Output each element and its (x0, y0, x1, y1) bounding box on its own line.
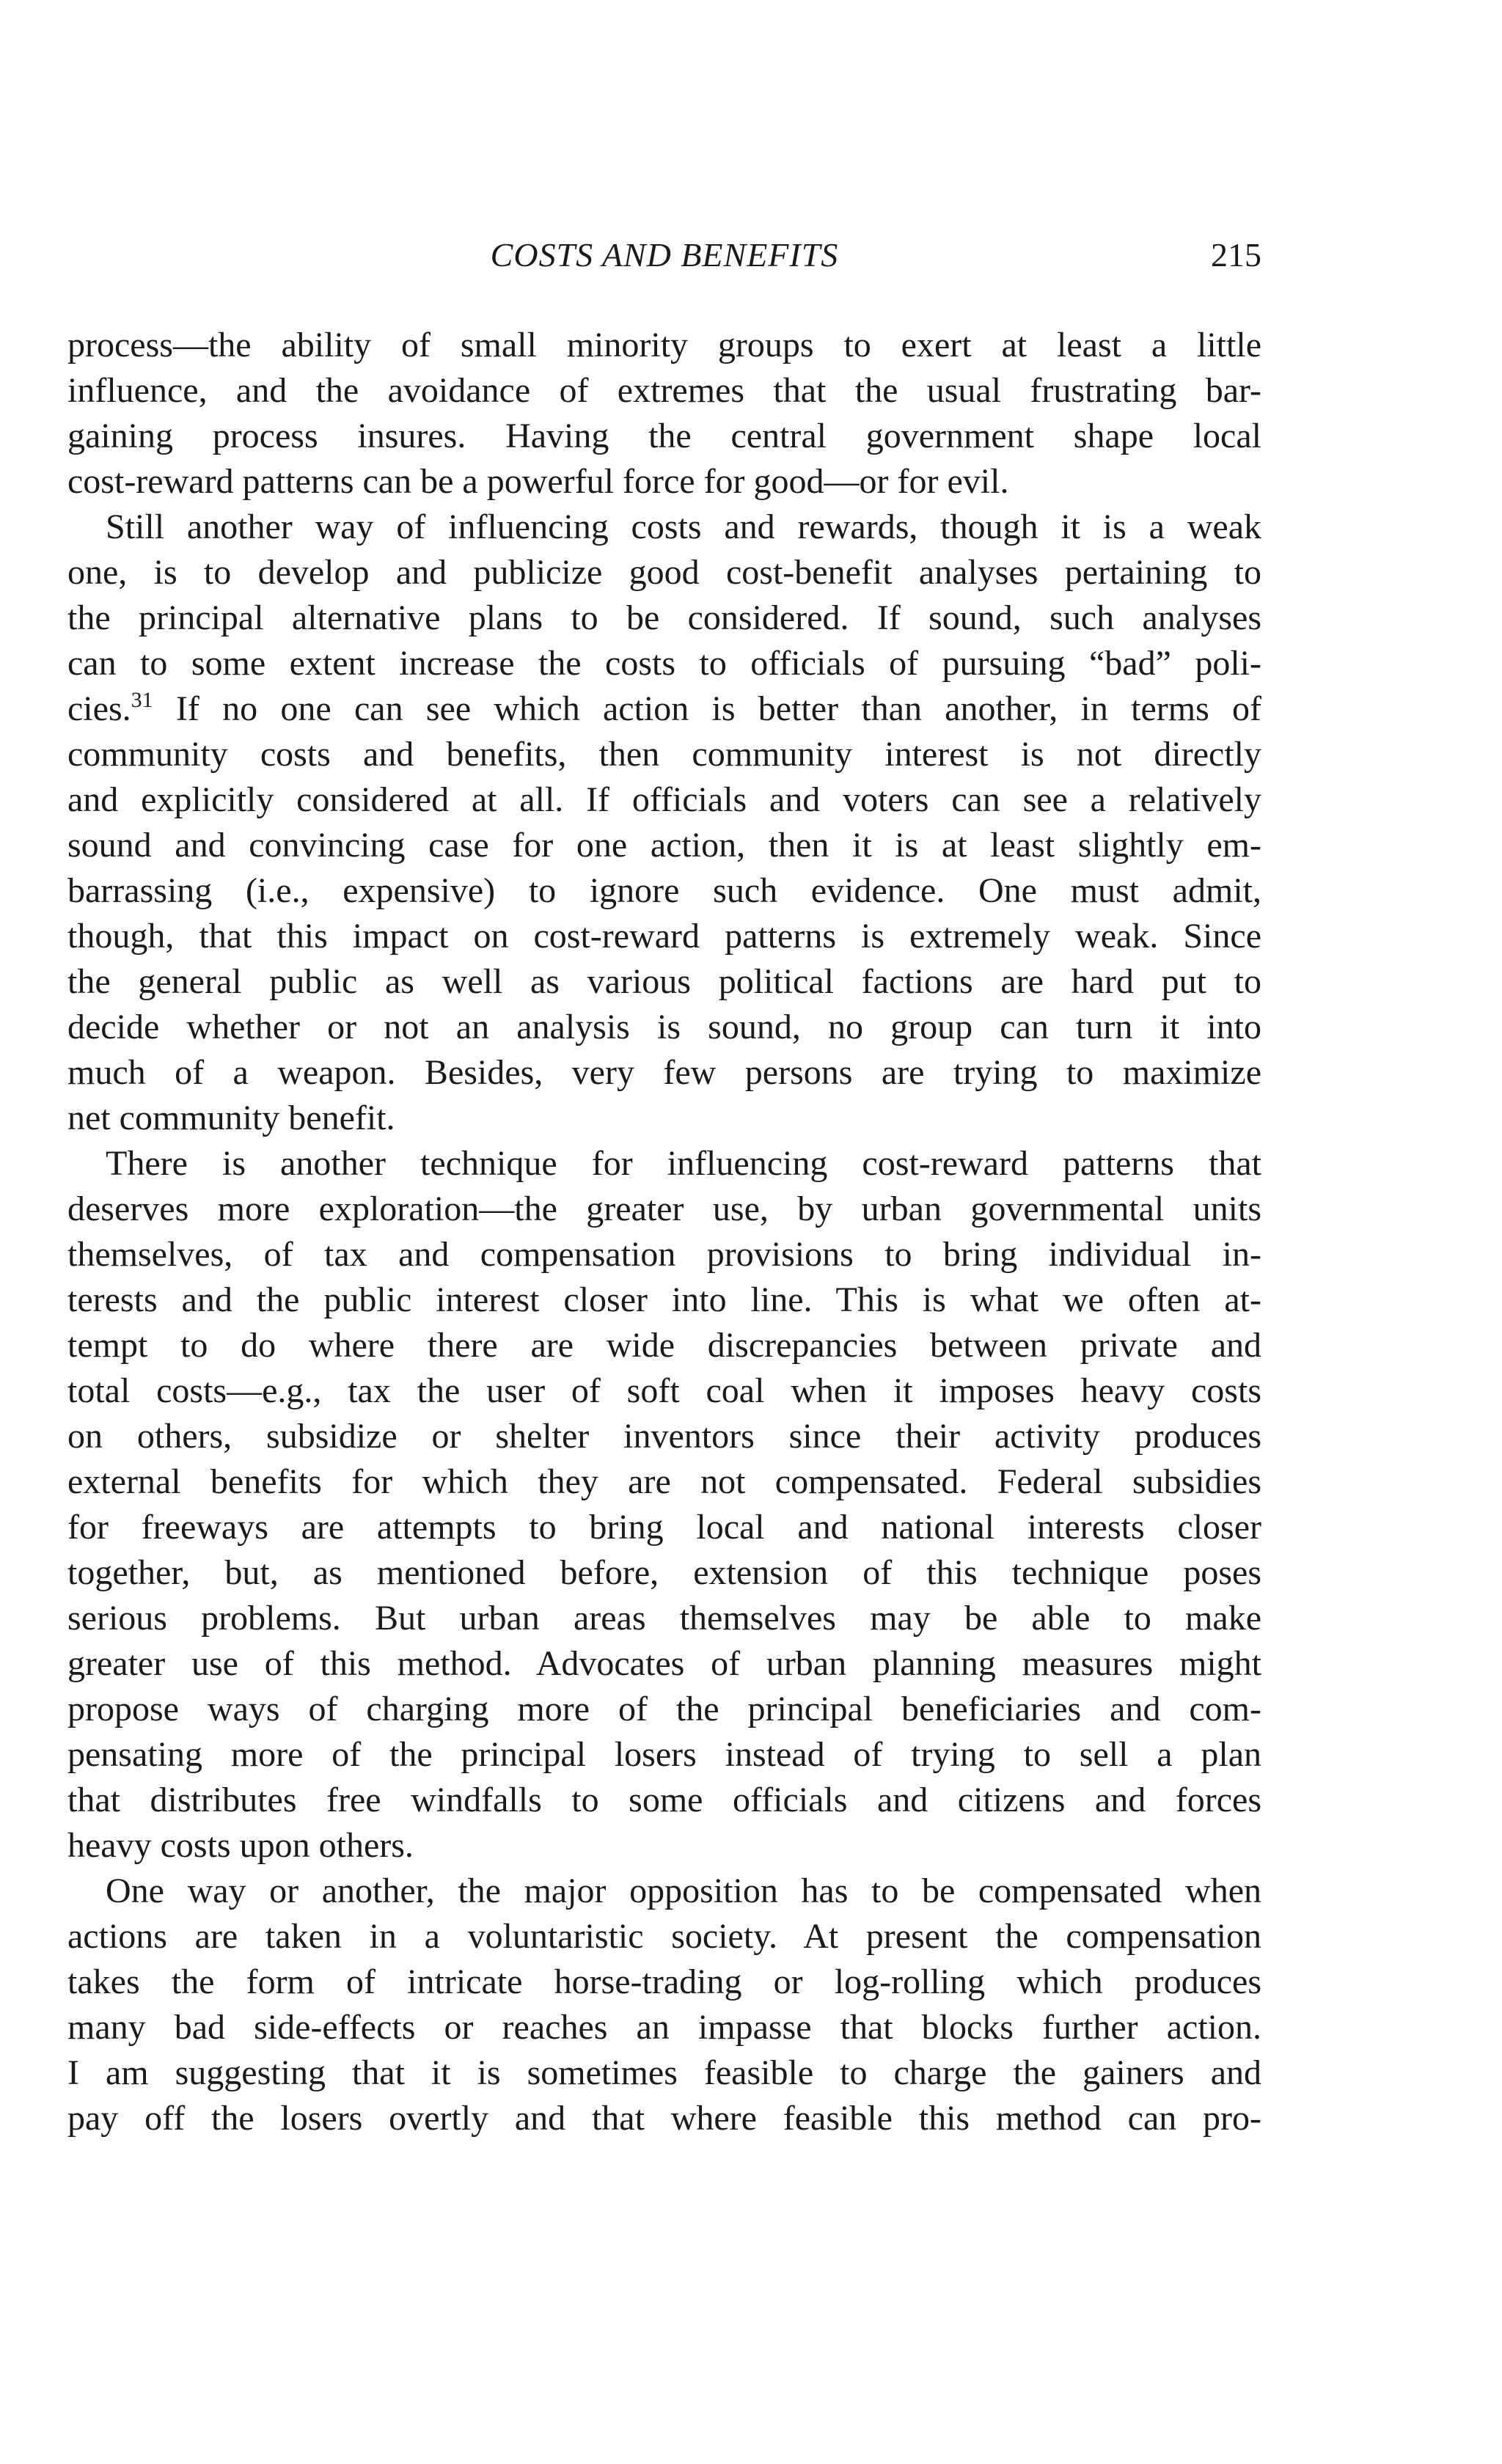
text-line: greater use of this method. Advocates of urban planning measures might (67, 1644, 1261, 1683)
body-text (67, 323, 1261, 2141)
text-line: many bad side-effects or reaches an impasse that blocks further action. (67, 2008, 1261, 2047)
text-line: external benefits for which they are not compensated. Federal subsidies (67, 1462, 1261, 1501)
line-prefix: cies. (67, 689, 131, 728)
line-remainder: If no one can see which action is better than another, in terms of (175, 689, 1261, 728)
text-line: community costs and benefits, then community interest is not directly (67, 735, 1261, 774)
text-line: one, is to develop and publicize good cost-benefit analyses pertaining to (67, 553, 1261, 592)
text-line: pensating more of the principal losers instead of trying to sell a plan (67, 1735, 1261, 1774)
text-line: on others, subsidize or shelter inventors since their activity produces (67, 1417, 1261, 1456)
text-line: One way or another, the major opposition has to be compensated when (106, 1871, 1261, 1910)
text-line: can to some extent increase the costs to officials of pursuing “bad” poli- (67, 644, 1261, 683)
text-line: influence, and the avoidance of extremes that the usual frustrating bar- (67, 371, 1261, 410)
chapter-title: COSTS AND BENEFITS (490, 236, 839, 274)
text-line: Still another way of influencing costs and rewards, though it is a weak (106, 507, 1261, 546)
text-line: There is another technique for influencing cost-reward patterns that (106, 1144, 1261, 1183)
text-line: cost-reward patterns can be a powerful force for good—or for evil. (67, 462, 1009, 501)
text-line-with-footnote (67, 686, 1261, 732)
text-line: much of a weapon. Besides, very few persons are trying to maximize (67, 1053, 1261, 1092)
text-line: terests and the public interest closer into line. This is what we often at- (67, 1280, 1261, 1319)
text-line: process—the ability of small minority groups to exert at least a little (67, 326, 1261, 364)
text-line: actions are taken in a voluntaristic society. At present the compensation (67, 1917, 1261, 1956)
text-line: though, that this impact on cost-reward patterns is extremely weak. Since (67, 917, 1261, 956)
text-line: net community benefit. (67, 1099, 395, 1137)
running-head (67, 233, 1261, 277)
text-line: I am suggesting that it is sometimes feasible to charge the gainers and (67, 2053, 1261, 2092)
text-line: serious problems. But urban areas themselves may be able to make (67, 1599, 1261, 1638)
text-line: that distributes free windfalls to some officials and citizens and forces (67, 1781, 1261, 1819)
text-line: the principal alternative plans to be considered. If sound, such analyses (67, 598, 1261, 637)
page-number: 215 (1211, 236, 1261, 274)
text-line: takes the form of intricate horse-trading or log-rolling which produces (67, 1962, 1261, 2001)
text-line: together, but, as mentioned before, extension of this technique poses (67, 1553, 1261, 1592)
text-line: tempt to do where there are wide discrepancies between private and (67, 1326, 1261, 1365)
text-line: total costs—e.g., tax the user of soft coal when it imposes heavy costs (67, 1371, 1261, 1410)
text-line: gaining process insures. Having the central government shape local (67, 417, 1261, 455)
text-line: for freeways are attempts to bring local and national interests closer (67, 1508, 1261, 1547)
text-line: the general public as well as various political factions are hard put to (67, 962, 1261, 1001)
text-line: themselves, of tax and compensation provisions to bring individual in- (67, 1235, 1261, 1274)
text-line: deserves more exploration—the greater use, by urban governmental units (67, 1189, 1261, 1228)
text-line: barrassing (i.e., expensive) to ignore such evidence. One must admit, (67, 871, 1261, 910)
text-line: heavy costs upon others. (67, 1826, 414, 1865)
footnote-ref: 31 (131, 688, 153, 712)
text-line: propose ways of charging more of the principal beneficiaries and com- (67, 1690, 1261, 1728)
text-line: pay off the losers overtly and that where feasible this method can pro- (67, 2099, 1261, 2138)
text-line: and explicitly considered at all. If officials and voters can see a relatively (67, 780, 1261, 819)
text-line: sound and convincing case for one action, then it is at least slightly em- (67, 826, 1261, 865)
text-line: decide whether or not an analysis is sound, no group can turn it into (67, 1008, 1261, 1046)
